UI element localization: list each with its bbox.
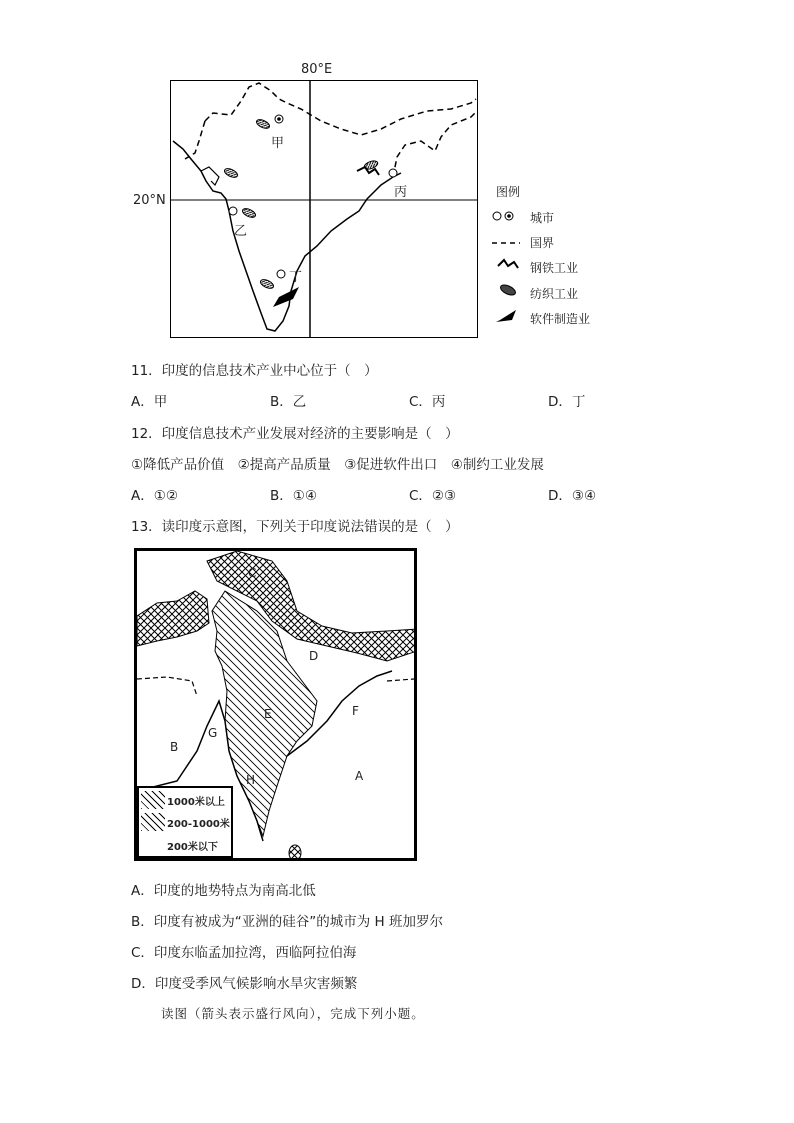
q13-option-b[interactable]: B．印度有被成为“亚洲的硅谷”的城市为 H 班加罗尔 (131, 914, 443, 930)
q11-option-a[interactable]: A．甲 (131, 394, 168, 410)
legend-steel-label: 钢铁工业 (530, 261, 579, 275)
legend-title: 图例 (496, 185, 521, 199)
mid-elevation-swatch (141, 813, 165, 831)
q13-option-a[interactable]: A．印度的地势特点为南高北低 (131, 883, 316, 899)
city-icon (492, 208, 516, 224)
map2-label-a: A (355, 769, 364, 783)
map2-label-c: C (248, 566, 257, 580)
map2-label-g: G (208, 726, 218, 740)
map2-label-f: F (352, 704, 359, 718)
legend-mid-label: 200-1000米 (167, 819, 230, 830)
q12-option-c[interactable]: C．②③ (409, 488, 457, 504)
map2-label-h: H (246, 773, 256, 787)
map2-label-e: E (264, 707, 272, 721)
high-elevation-swatch (141, 791, 165, 809)
steel-icon (496, 256, 522, 272)
q12-stem: 12．印度信息技术产业发展对经济的主要影响是（ ） (131, 426, 459, 442)
q12-option-b[interactable]: B．①④ (270, 488, 317, 504)
q13-option-d[interactable]: D．印度受季风气候影响水旱灾害频繁 (131, 976, 358, 992)
q11-option-d[interactable]: D．丁 (548, 394, 586, 410)
legend-textile-label: 纺织工业 (530, 287, 579, 301)
city-yi-label: 乙 (234, 224, 248, 239)
city-jia-label: 甲 (271, 136, 285, 151)
longitude-label: 80°E (301, 62, 333, 77)
legend-software-label: 软件制造业 (530, 312, 591, 326)
q12-statements: ①降低产品价值 ②提高产品质量 ③促进软件出口 ④制约工业发展 (131, 457, 544, 473)
map2-label-d: D (309, 649, 319, 663)
national-border (205, 83, 476, 135)
textile-icon (496, 282, 522, 298)
legend-city-label: 城市 (530, 211, 555, 225)
latitude-label: 20°N (133, 193, 166, 208)
q13-stem: 13．读印度示意图，下列关于印度说法错误的是（ ） (131, 519, 459, 535)
instruction-note: 读图（箭头表示盛行风向），完成下列小题。 (161, 1006, 425, 1021)
q11-stem: 11．印度的信息技术产业中心位于（ ） (131, 363, 378, 379)
q11-option-c[interactable]: C．丙 (409, 394, 446, 410)
q13-option-c[interactable]: C．印度东临孟加拉湾，西临阿拉伯海 (131, 945, 357, 961)
q12-option-d[interactable]: D．③④ (548, 488, 597, 504)
legend-high-label: 1000米以上 (167, 797, 225, 808)
city-bing-label: 丙 (394, 185, 408, 200)
india-outline-svg (171, 81, 477, 337)
india-industry-map (170, 80, 478, 338)
software-icon (496, 306, 522, 322)
map2-legend (137, 786, 233, 858)
legend-border-label: 国界 (530, 236, 555, 250)
legend-low-label: 200米以下 (167, 842, 218, 853)
q12-option-a[interactable]: A．①② (131, 488, 178, 504)
border-line-icon (492, 234, 522, 246)
q11-option-b[interactable]: B．乙 (270, 394, 307, 410)
city-ding-label: 丁 (289, 270, 303, 285)
map2-label-b: B (170, 740, 179, 754)
